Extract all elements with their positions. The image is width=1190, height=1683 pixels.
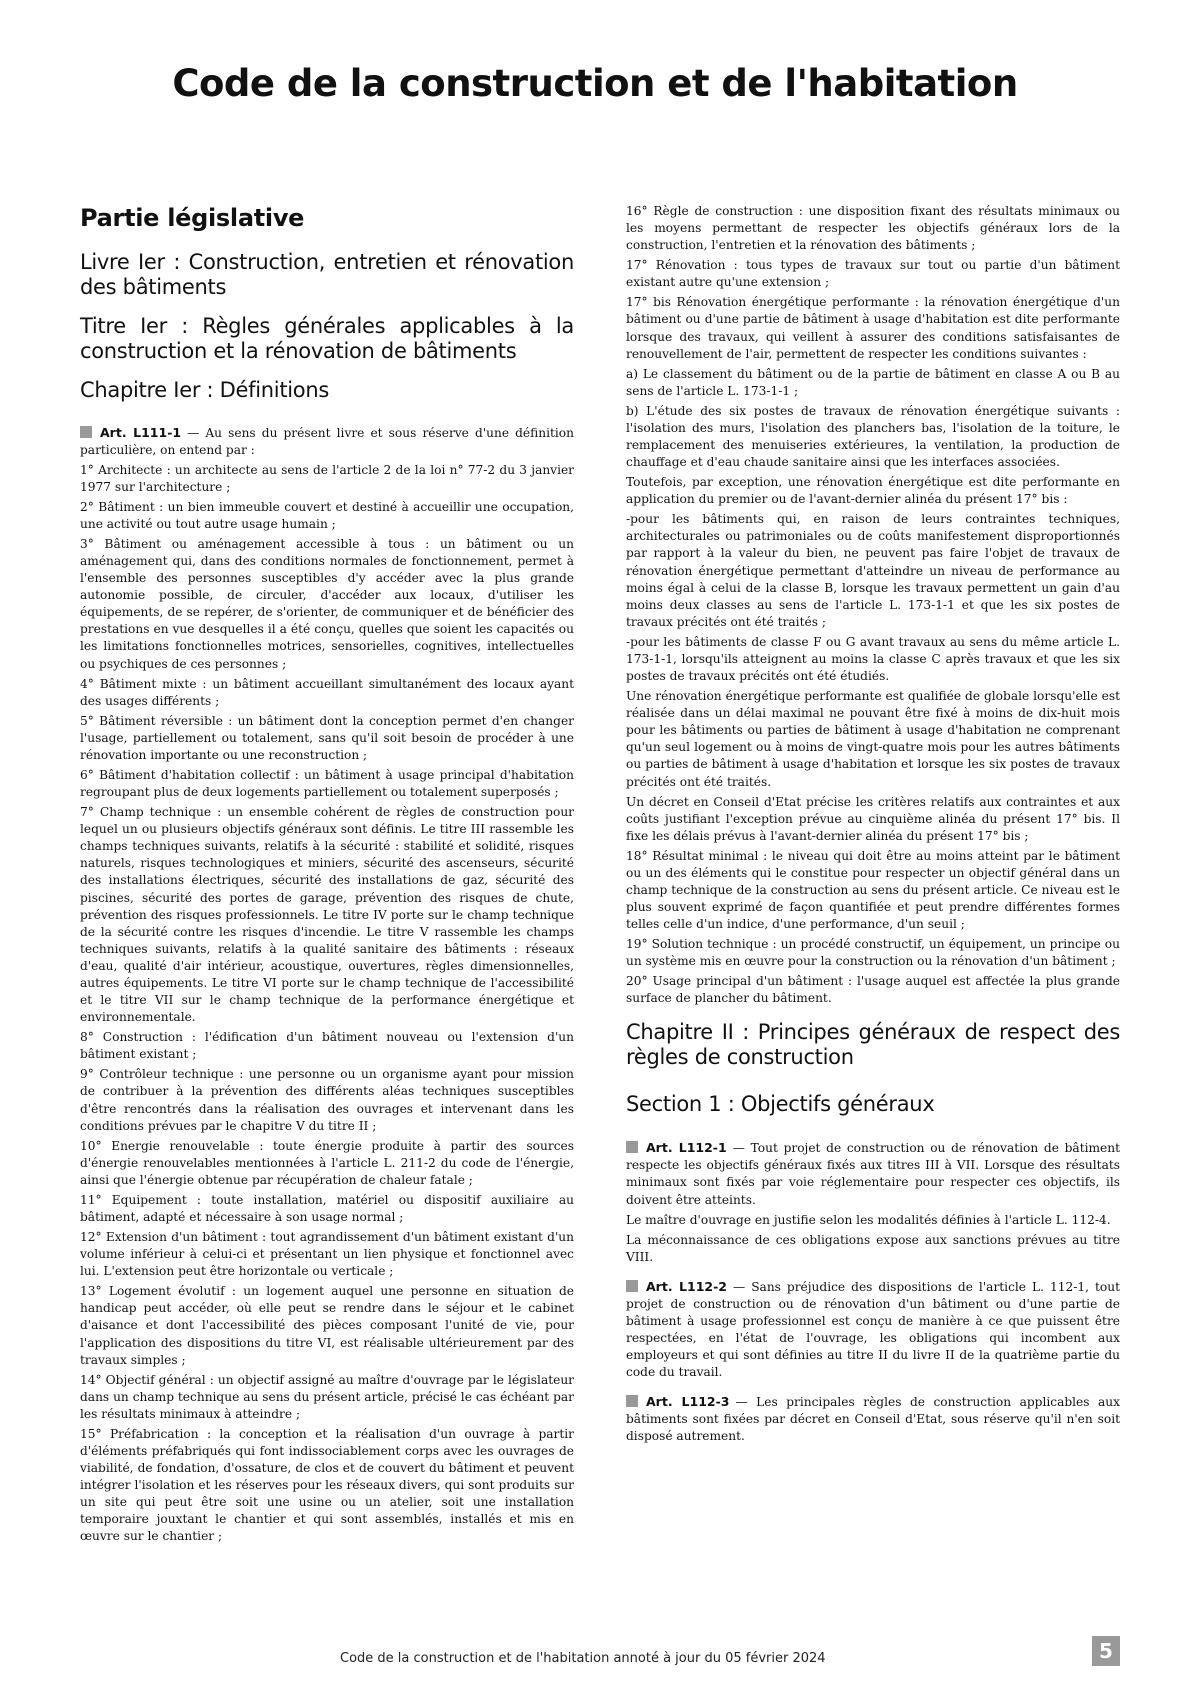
definition-item: 5° Bâtiment réversible : un bâtiment dont la conception permet d'en changer l'usage, partiellement ou totalement, sans qu'il soit besoin de procéder à une rénovation importante ou une reconstruction ; bbox=[80, 713, 574, 762]
definition-item: 6° Bâtiment d'habitation collectif : un bâtiment à usage principal d'habitation regroupant plus de deux logements partiellement ou totalement superposés ; bbox=[80, 768, 574, 800]
definition-item: 18° Résultat minimal : le niveau qui doit être au moins atteint par le bâtiment ou un des éléments qui le constitue pour respecter un objectif général dans un champ technique de la construction au sens du présent article. Ce niveau est le plus souvent exprimé de façon quantifiée et peut prendre différentes formes telles celle d'un indice, d'une performance, d'un seuil ; bbox=[626, 848, 1120, 932]
definition-item: 19° Solution technique : un procédé constructif, un équipement, un principe ou un système mis en œuvre pour la construction ou la rénovation d'un bâtiment ; bbox=[626, 937, 1120, 969]
article-square-icon bbox=[626, 1141, 638, 1153]
article-paragraph: Le maître d'ouvrage en justifie selon les modalités définies à l'article L. 112-4. bbox=[626, 1212, 1111, 1227]
article-label: Art. L112-1 bbox=[646, 1140, 727, 1156]
definition-item: 3° Bâtiment ou aménagement accessible à tous : un bâtiment ou un aménagement qui, dans des conditions normales de fonctionnement, permet à l'ensemble des personnes susceptibles d'y accéder avec la plus grande autonomie possible, de circuler, d'accéder aux locaux, d'utiliser les équipements, de se repérer, de s'orienter, de communiquer et de bénéficier des prestations en vue desquelles il a été conçu, quelles que soient les capacités ou les limitations fonctionnelles motrices, sensorielles, cognitives, intellectuelles ou psychiques de ces personnes ; bbox=[80, 537, 574, 671]
article-square-icon bbox=[626, 1395, 638, 1407]
article-label: Art. L112-2 bbox=[646, 1278, 727, 1294]
definition-item: 17° Rénovation : tous types de travaux sur tout ou partie d'un bâtiment existant autre qu'une extension ; bbox=[626, 258, 1120, 290]
definition-item: 10° Energie renouvelable : toute énergie produite à partir des sources d'énergie renouvelables mentionnées à l'article L. 211-2 du code de l'énergie, ainsi que l'énergie obtenue par récupération de chaleur fatale ; bbox=[80, 1138, 574, 1187]
page-title: Code de la construction et de l'habitation bbox=[172, 62, 1018, 105]
article-text: — Les principales règles de construction applicables aux bâtiments sont fixées par décret en Conseil d'Etat, sous réserve qu'il n'en soit disposé autrement. bbox=[626, 1395, 1120, 1444]
definition-item: 16° Règle de construction : une disposition fixant des résultats minimaux ou les moyens permettant de respecter les objectifs généraux lors de la construction, l'entretien et la rénovation des bâtiments ; bbox=[626, 204, 1120, 253]
definition-item: 11° Equipement : toute installation, matériel ou dispositif auxiliaire au bâtiment, adapté et nécessaire à son usage normal ; bbox=[80, 1192, 574, 1224]
section-1-heading: Section 1 : Objectifs généraux bbox=[626, 1091, 935, 1116]
article-label: Art. L111-1 bbox=[100, 424, 182, 440]
article-square-icon bbox=[80, 426, 92, 438]
article-intro: — Au sens du présent livre et sous réserve d'une définition particulière, on entend par : bbox=[80, 425, 574, 457]
article-l112-1 bbox=[626, 1139, 1120, 1208]
definition-item: -pour les bâtiments de classe F ou G avant travaux au sens du même article L. 173-1-1, lorsqu'ils atteignent au moins la classe C après travaux et que les six postes de travaux précités ont été étudiés. bbox=[626, 634, 1120, 684]
definition-item: a) Le classement du bâtiment ou de la partie de bâtiment en classe A ou B au sens de l'article L. 173-1-1 ; bbox=[626, 366, 1120, 398]
definition-item: 12° Extension d'un bâtiment : tout agrandissement d'un bâtiment existant d'un volume inférieur à celui-ci et présentant un lien physique et fonctionnel avec lui. L'extension peut être horizontale ou verticale ; bbox=[80, 1230, 574, 1279]
definition-item: 15° Préfabrication : la conception et la réalisation d'un ouvrage à partir d'éléments préfabriqués qui font indissociablement corps avec les ouvrages de viabilité, de fondation, d'ossature, de clos et de couvert du bâtiment et peuvent intégrer l'isolation et les réserves pour les réseaux divers, qui sont produits sur un site qui peut être soit une usine ou un atelier, soit une installation temporaire jouxtant le chantier et qui sont assemblés, installés et mis en œuvre sur le chantier ; bbox=[80, 1426, 574, 1544]
chapitre-2-heading: Chapitre II : Principes généraux de respect des règles de construction bbox=[626, 1019, 1120, 1069]
definition-item: Un décret en Conseil d'Etat précise les critères relatifs aux contraintes et aux coûts justifiant l'exception prévue au cinquième alinéa du présent 17° bis. Il fixe les délais prévus à l'avant-dernier alinéa du présent 17° bis ; bbox=[626, 794, 1120, 843]
article-text: — Sans préjudice des dispositions de l'article L. 112-1, tout projet de construction ou de rénovation d'un bâtiment ou d'une partie de bâtiment à usage professionnel est conçu de manière à ce que puissent être respectées, en l'état de l'ouvrage, les obligations qui incombent aux employeurs et qui sont définies au titre II du livre II de la quatrième partie du code du travail. bbox=[626, 1279, 1120, 1380]
part-heading: Partie législative bbox=[80, 204, 305, 232]
definition-item: 7° Champ technique : un ensemble cohérent de règles de construction pour lequel un ou plusieurs objectifs généraux sont définis. Le titre III rassemble les champs techniques suivants, relatifs à la sécurité : stabilité et solidité, risques naturels, risques technologiques et miniers, sécurité des ascenseurs, sécurité des installations électriques, sécurité des installations de gaz, sécurité des piscines, sécurité des portes de garage, prévention des risques de chute, prévention des risques professionnels. Le titre IV porte sur le champ technique de la sécurité contre les risques d'incendie. Le titre V rassemble les champs techniques suivants, relatifs à la qualité sanitaire des bâtiments : réseaux d'eau, qualité d'air intérieur, acoustique, ouvertures, règles dimensionnelles, autres équipements. Le titre VI porte sur le champ technique de l'accessibilité et le titre VII sur le champ technique de la performance énergétique et environnementale. bbox=[80, 805, 574, 1025]
definition-item: Toutefois, par exception, une rénovation énergétique est dite performante en application du premier ou de l'avant-dernier alinéa du présent 17° bis : bbox=[626, 475, 1120, 507]
definition-item: 1° Architecte : un architecte au sens de l'article 2 de la loi n° 77-2 du 3 janvier 1977 sur l'architecture ; bbox=[80, 462, 574, 494]
article-text: — Tout projet de construction ou de rénovation de bâtiment respecte les objectifs généraux fixés aux titres III à VII. Lorsque des résultats minimaux sont fixés par voie réglementaire pour respecter ces objectifs, ils doivent être atteints. bbox=[626, 1141, 1121, 1207]
definition-item: b) L'étude des six postes de travaux de rénovation énergétique suivants : l'isolation des murs, l'isolation des planchers bas, l'isolation de la toiture, le remplacement des menuiseries extérieures, la ventilation, la production de chauffage et d'eau chaude sanitaire ainsi que les interfaces associées. bbox=[626, 403, 1120, 470]
chapitre-heading: Chapitre Ier : Définitions bbox=[80, 378, 330, 403]
definition-item: 13° Logement évolutif : un logement auquel une personne en situation de handicap peut accéder, où elle peut se rendre dans le séjour et le cabinet d'aisance et dont l'accessibilité des pièces composant l'unité de vie, pour l'application des dispositions du titre VI, est réalisable ultérieurement par des travaux simples ; bbox=[80, 1284, 574, 1367]
livre-heading: Livre Ier : Construction, entretien et rénovation des bâtiments bbox=[80, 249, 574, 299]
page-number: 5 bbox=[1092, 1636, 1120, 1666]
definition-item: Une rénovation énergétique performante est qualifiée de globale lorsqu'elle est réalisée dans un délai maximal ne pouvant être fixé à moins de dix-huit mois pour les bâtiments ou parties de bâtiment à usage d'habitation ne comprenant qu'un seul logement ou à moins de vingt-quatre mois pour les autres bâtiments ou parties de bâtiment à usage d'habitation et lorsque les six postes de travaux précités ont été traités. bbox=[626, 689, 1120, 789]
definition-item: -pour les bâtiments qui, en raison de leurs contraintes techniques, architecturales ou patrimoniales ou de coûts manifestement disproportionnés par rapport à la valeur du bien, ne peuvent pas faire l'objet de travaux de rénovation énergétique permettant d'atteindre un niveau de performance au moins égal à celui de la classe B, lorsque les travaux permettent un gain d'au moins deux classes au sens de l'article L. 173-1-1 et que les six postes de travaux précités ont été traités ; bbox=[626, 512, 1120, 629]
definition-item: 2° Bâtiment : un bien immeuble couvert et destiné à accueillir une occupation, une activité ou tout autre usage humain ; bbox=[80, 499, 574, 531]
definition-item: 4° Bâtiment mixte : un bâtiment accueillant simultanément des locaux ayant des usages différents ; bbox=[80, 676, 574, 708]
article-l111-1 bbox=[80, 424, 574, 459]
definition-item: 17° bis Rénovation énergétique performante : la rénovation énergétique d'un bâtiment ou d'une partie de bâtiment à usage d'habitation est dite performante lorsque des travaux, qui veillent à assurer des conditions satisfaisantes de renouvellement de l'air, permettent de respecter les conditions suivantes : bbox=[626, 295, 1120, 361]
titre-heading: Titre Ier : Règles générales applicables à la construction et la rénovation de bâtiments bbox=[80, 313, 574, 364]
article-paragraph: La méconnaissance de ces obligations expose aux sanctions prévues au titre VIII. bbox=[626, 1232, 1120, 1264]
definition-item: 14° Objectif général : un objectif assigné au maître d'ouvrage par le législateur dans un champ technique au sens du présent article, précisé le cas échéant par les résultats minimaux à atteindre ; bbox=[80, 1372, 574, 1421]
definition-item: 20° Usage principal d'un bâtiment : l'usage auquel est affectée la plus grande surface de plancher du bâtiment. bbox=[626, 974, 1120, 1006]
page-footer: Code de la construction et de l'habitation annoté à jour du 05 février 2024 bbox=[340, 1651, 826, 1666]
article-l112-2 bbox=[626, 1278, 1120, 1381]
article-label: Art. L112-3 bbox=[646, 1394, 730, 1410]
right-column bbox=[626, 203, 1120, 1449]
left-column bbox=[80, 200, 574, 1548]
definition-item: 9° Contrôleur technique : une personne ou un organisme ayant pour mission de contribuer à la prévention des différents aléas techniques susceptibles d'être rencontrés dans la réalisation des ouvrages et intervenant dans les conditions prévues par le chapitre V du titre II ; bbox=[80, 1067, 574, 1133]
article-l112-3 bbox=[626, 1393, 1120, 1445]
definition-item: 8° Construction : l'édification d'un bâtiment nouveau ou l'extension d'un bâtiment existant ; bbox=[80, 1030, 574, 1062]
article-square-icon bbox=[626, 1280, 638, 1292]
